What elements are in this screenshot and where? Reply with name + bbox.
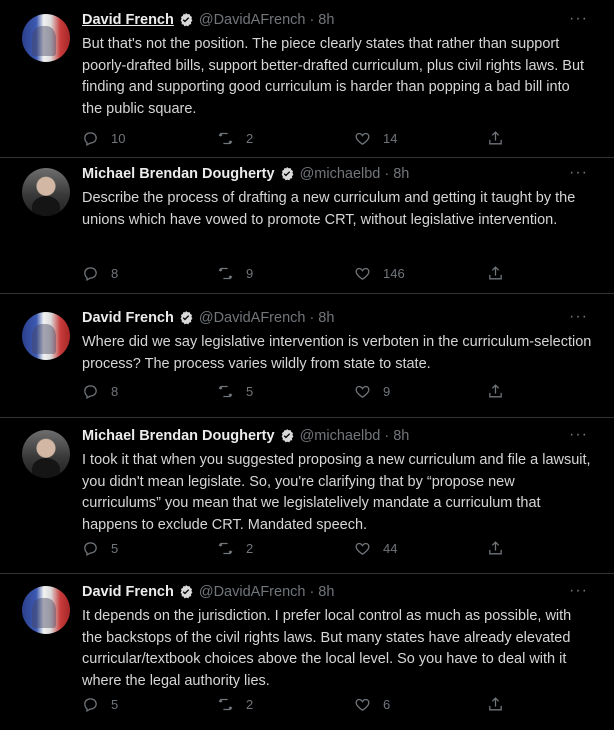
tweet-text: I took it that when you suggested proposing a new curriculum and file a lawsuit, you didn't mean legislate. So, you're clarifying that by “propose new curriculums” you mean that we legislatelively mandate a curriculum that happens to exclude CRT. Mandated speech. <box>82 452 591 533</box>
retweet-icon <box>217 383 234 400</box>
reply-button[interactable] <box>82 696 118 713</box>
author-name[interactable]: Michael Brendan Dougherty <box>82 428 275 444</box>
retweet-button[interactable] <box>217 540 253 557</box>
retweet-icon <box>217 265 234 282</box>
reply-count: 10 <box>111 131 126 146</box>
reply-button[interactable] <box>82 383 118 400</box>
tweet[interactable] <box>0 308 614 418</box>
tweet-header <box>82 584 334 600</box>
reply-button[interactable] <box>82 265 118 282</box>
verified-badge-icon <box>279 428 295 444</box>
timestamp[interactable]: 8h <box>393 166 410 182</box>
avatar[interactable] <box>22 312 70 360</box>
verified-badge-icon <box>178 310 194 326</box>
heart-icon <box>354 383 371 400</box>
like-count: 44 <box>383 541 398 556</box>
tweet-header <box>82 12 334 28</box>
like-button[interactable] <box>354 696 390 713</box>
tweet[interactable] <box>0 164 614 294</box>
share-button[interactable] <box>487 383 504 400</box>
verified-badge-icon <box>279 166 295 182</box>
separator-dot: · <box>384 428 390 444</box>
like-count: 146 <box>383 266 405 281</box>
like-count: 9 <box>383 384 391 399</box>
reply-count: 8 <box>111 266 119 281</box>
share-button[interactable] <box>487 696 504 713</box>
share-button[interactable] <box>487 130 504 147</box>
more-icon[interactable]: ··· <box>569 308 588 325</box>
more-icon[interactable]: ··· <box>569 426 588 443</box>
more-icon[interactable]: ··· <box>569 582 588 599</box>
share-icon <box>487 130 504 147</box>
author-handle[interactable]: @michaelbd <box>299 428 381 444</box>
retweet-count: 2 <box>246 131 254 146</box>
tweet-text: Describe the process of drafting a new curriculum and getting it taught by the unions which have vowed to promote CRT, without legislative intervention. <box>82 190 576 228</box>
retweet-count: 2 <box>246 541 254 556</box>
share-button[interactable] <box>487 540 504 557</box>
tweet-header <box>82 428 409 444</box>
reply-icon <box>82 696 99 713</box>
reply-icon <box>82 265 99 282</box>
reply-count: 8 <box>111 384 119 399</box>
retweet-count: 9 <box>246 266 254 281</box>
action-bar <box>82 130 522 150</box>
avatar[interactable] <box>22 430 70 478</box>
retweet-icon <box>217 696 234 713</box>
retweet-button[interactable] <box>217 696 253 713</box>
separator-dot: · <box>384 166 390 182</box>
timestamp[interactable]: 8h <box>318 584 335 600</box>
like-button[interactable] <box>354 383 390 400</box>
author-name[interactable]: David French <box>82 310 174 326</box>
retweet-icon <box>217 130 234 147</box>
tweet-header <box>82 166 409 182</box>
tweet-text: But that's not the position. The piece clearly states that rather than support poorly-drafted bills, support better-drafted curriculum, plus civil rights laws. But finding and supporting good curriculum is harder than popping a bad bill into the public square. <box>82 36 585 117</box>
share-button[interactable] <box>487 265 504 282</box>
retweet-button[interactable] <box>217 130 253 147</box>
author-handle[interactable]: @DavidAFrench <box>198 310 306 326</box>
author-handle[interactable]: @michaelbd <box>299 166 381 182</box>
separator-dot: · <box>309 12 315 28</box>
reply-button[interactable] <box>82 540 118 557</box>
like-button[interactable] <box>354 540 397 557</box>
share-icon <box>487 383 504 400</box>
action-bar <box>82 383 522 403</box>
timestamp[interactable]: 8h <box>318 310 335 326</box>
share-icon <box>487 696 504 713</box>
separator-dot: · <box>309 310 315 326</box>
reply-icon <box>82 130 99 147</box>
author-handle[interactable]: @DavidAFrench <box>198 12 306 28</box>
author-handle[interactable]: @DavidAFrench <box>198 584 306 600</box>
retweet-button[interactable] <box>217 265 253 282</box>
tweet-text: Where did we say legislative intervention is verboten in the curriculum-selection process? The process varies wildly from state to state. <box>82 334 592 372</box>
tweet[interactable] <box>0 10 614 158</box>
reply-button[interactable] <box>82 130 125 147</box>
author-name[interactable]: David French <box>82 12 174 28</box>
separator-dot: · <box>309 584 315 600</box>
retweet-button[interactable] <box>217 383 253 400</box>
timestamp[interactable]: 8h <box>318 12 335 28</box>
tweet-text: It depends on the jurisdiction. I prefer local control as much as possible, with the backstops of the civil rights laws. But many states have already elevated curricular/textbook choices above the local level. So you have to deal with it where the legal authority lies. <box>82 608 572 689</box>
action-bar <box>82 540 522 560</box>
retweet-count: 5 <box>246 384 254 399</box>
heart-icon <box>354 265 371 282</box>
share-icon <box>487 265 504 282</box>
like-count: 14 <box>383 131 398 146</box>
like-count: 6 <box>383 697 391 712</box>
action-bar <box>82 265 522 285</box>
retweet-icon <box>217 540 234 557</box>
author-name[interactable]: Michael Brendan Dougherty <box>82 166 275 182</box>
heart-icon <box>354 130 371 147</box>
like-button[interactable] <box>354 265 405 282</box>
reply-count: 5 <box>111 697 119 712</box>
heart-icon <box>354 540 371 557</box>
tweet[interactable] <box>0 582 614 730</box>
avatar[interactable] <box>22 14 70 62</box>
verified-badge-icon <box>178 584 194 600</box>
verified-badge-icon <box>178 12 194 28</box>
more-icon[interactable]: ··· <box>569 10 588 27</box>
like-button[interactable] <box>354 130 397 147</box>
heart-icon <box>354 696 371 713</box>
avatar[interactable] <box>22 168 70 216</box>
tweet[interactable] <box>0 426 614 574</box>
timestamp[interactable]: 8h <box>393 428 410 444</box>
reply-icon <box>82 540 99 557</box>
action-bar <box>82 696 522 716</box>
retweet-count: 2 <box>246 697 254 712</box>
reply-count: 5 <box>111 541 119 556</box>
author-name[interactable]: David French <box>82 584 174 600</box>
tweet-header <box>82 310 334 326</box>
avatar[interactable] <box>22 586 70 634</box>
reply-icon <box>82 383 99 400</box>
share-icon <box>487 540 504 557</box>
more-icon[interactable]: ··· <box>569 164 588 181</box>
